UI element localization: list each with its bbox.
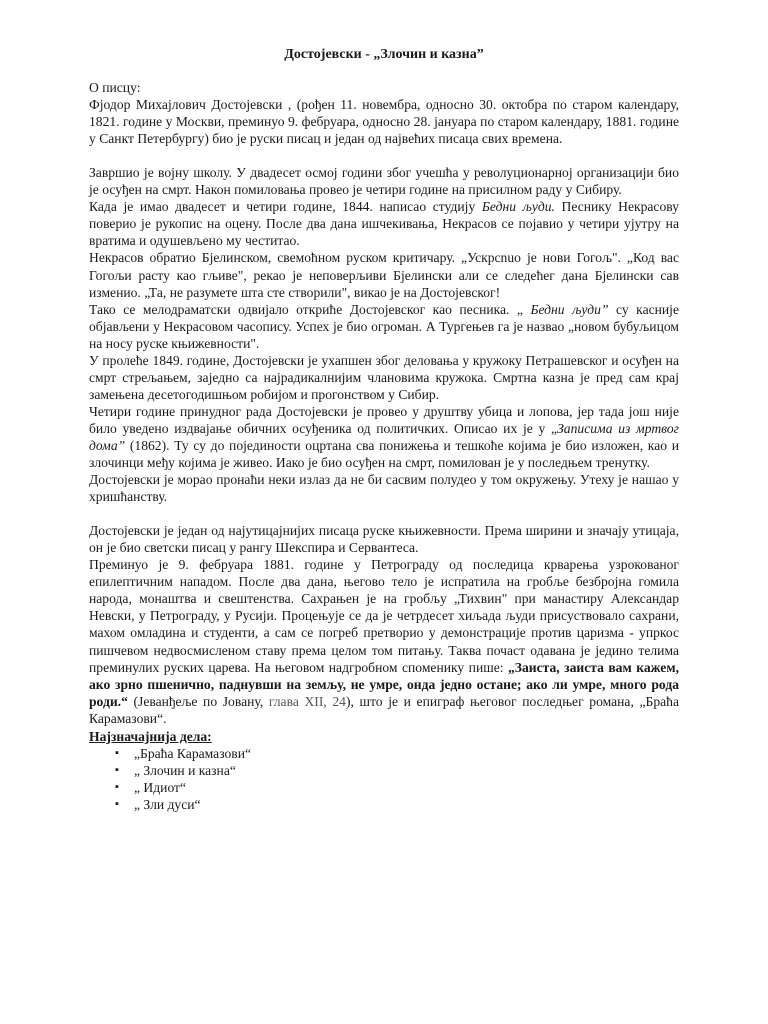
document-title: Достојевски - „Злочин и казна” [284, 47, 484, 62]
text-run: Преминуо је 9. фебруара 1881. године у Петрограду од последица крварења узрокованог епилептичним нападом. После два дана, његово тело је испратила на гробље безбројна гомила народа, монаштва и свештенства. Сахрањен је на гробљу „Тихвин" при манастиру Александар Невски, у Петрограду, у Русији. Процењује се да је четрдесет хиљада људи присуствовало сахрани, махом омладина и студенти, а сам се погреб претворио у демонстрације против царизма - упркос пишчевом недвосмисленом ставу према целом том питању. Таква почаст одавана је једино телима преминулих руских царева. На његовом надгробном споменику пише: [89, 557, 679, 675]
work-title-italic: Записима из мртвог дома” [89, 420, 679, 453]
blank-line [89, 505, 679, 522]
epitaph-quote: „Заиста, заиста вам кажем, ако зрно пшенично, паднувши на земљу, не умре, онда једно остане; ако ли умре, много рода роди.“ [89, 659, 679, 709]
blank-line [89, 147, 679, 164]
paragraph-influence: Достојевски је један од најутицајнијих писаца руске књижевности. Према ширини и значају утицаја, он је био светски писац у рангу Шекспира и Сервантеса. [89, 523, 679, 556]
text-run: Песнику Некрасову поверио је рукопис на оцену. После два дана ишчекивања, Некрасов се појавио у четири ујутру на вратима и одушевљено му честитао. [89, 199, 679, 249]
text-run: су касније објављени у Некрасовом часопису. Успех је био огроман. А Тургењев га је назвао „новом бубуљицом на носу руске књижевности". [89, 301, 679, 351]
list-item: ▪ „Браћа Карамазови“ [116, 745, 679, 762]
text-run: Када је имао двадесет и четири године, 1844. написао студију [89, 199, 482, 215]
paragraph-belinsky: Некрасов обратио Бјелинском, свемоћном руском критичару. „Ускрсnuо је нови Гогољ". „Код вас Гогољи расту као гљиве", рекао је неповерљиви Бјелински али се следећег дана Бјелински сав изменио. „Та, не разумете шта сте створили", викао је на Достојевског! [89, 250, 679, 300]
text-run: ), што је и епиграф његовог последњег романа, „Браћа Карамазови“. [89, 693, 679, 726]
works-heading: Најзначајнија дела: [89, 728, 212, 744]
text-run: (Јеванђеље по Јовану, [127, 693, 269, 709]
text-run: Четири године принудног рада Достојевски је провео у друштву убица и лопова, јер тада још није било уведено издвајање обичних осуђеника од политичких. Описао их је у „ [89, 403, 679, 436]
work-title-italic: Бедни људи” [530, 301, 609, 317]
list-item: ▪ „ Идиот“ [116, 779, 679, 796]
paragraph-christianity: Достојевски је морао пронаћи неки излаз да не би сасвим полудео у том окружењу. Утеху је нашао у хришћанству. [89, 472, 679, 505]
list-item: ▪ „ Зли дуси“ [116, 796, 679, 813]
works-list [89, 745, 679, 813]
text-run: Тако се мелодраматски одвијало откриће Достојевског као песника. „ [89, 301, 531, 317]
about-label: О писцу: [89, 80, 141, 96]
paragraph-military: Завршио је војну школу. У двадесет осмој години због учешћа у револуционарној организацији био је осуђен на смрт. Након помиловања провео је четири године на присилном раду у Сибиру. [89, 165, 679, 198]
list-item: ▪ „ Злочин и казна“ [116, 762, 679, 779]
text-run: (1862). Ту су до појединости оцртана сва понижења и тешкоће којима је био изложен, као и злочинци међу којима је живео. Иако је био осуђен на смрт, помилован је у последњем тренутку. [89, 437, 679, 471]
work-title-italic: Бедни људи. [481, 199, 555, 215]
paragraph-arrest: У пролеће 1849. године, Достојевски је ухапшен због деловања у кружоку Петрашевског и осуђен на смрт стрељањем, заједно са најрадикалнијим члановима кружока. Смртна казна је пред сам крај замењена десетогодишњом робијом и прогонством у Сибир. [89, 352, 679, 402]
gospel-reference: глава XII, 24 [268, 693, 346, 709]
paragraph-death [89, 556, 679, 726]
paragraph-biography: Фјодор Михајлович Достојевски , (рођен 11. новембра, односно 30. октобра по старом календару, 1821. године у Москви, преминуо 9. фебруара, односно 28. јануара по старом календару, 1881. године у Санкт Петербургу) био је руски писац и један од највећих писаца свих времена. [89, 97, 679, 147]
paragraph-discovery [89, 301, 679, 352]
paragraph-poor-folk [89, 198, 679, 249]
paragraph-siberia [89, 403, 679, 471]
